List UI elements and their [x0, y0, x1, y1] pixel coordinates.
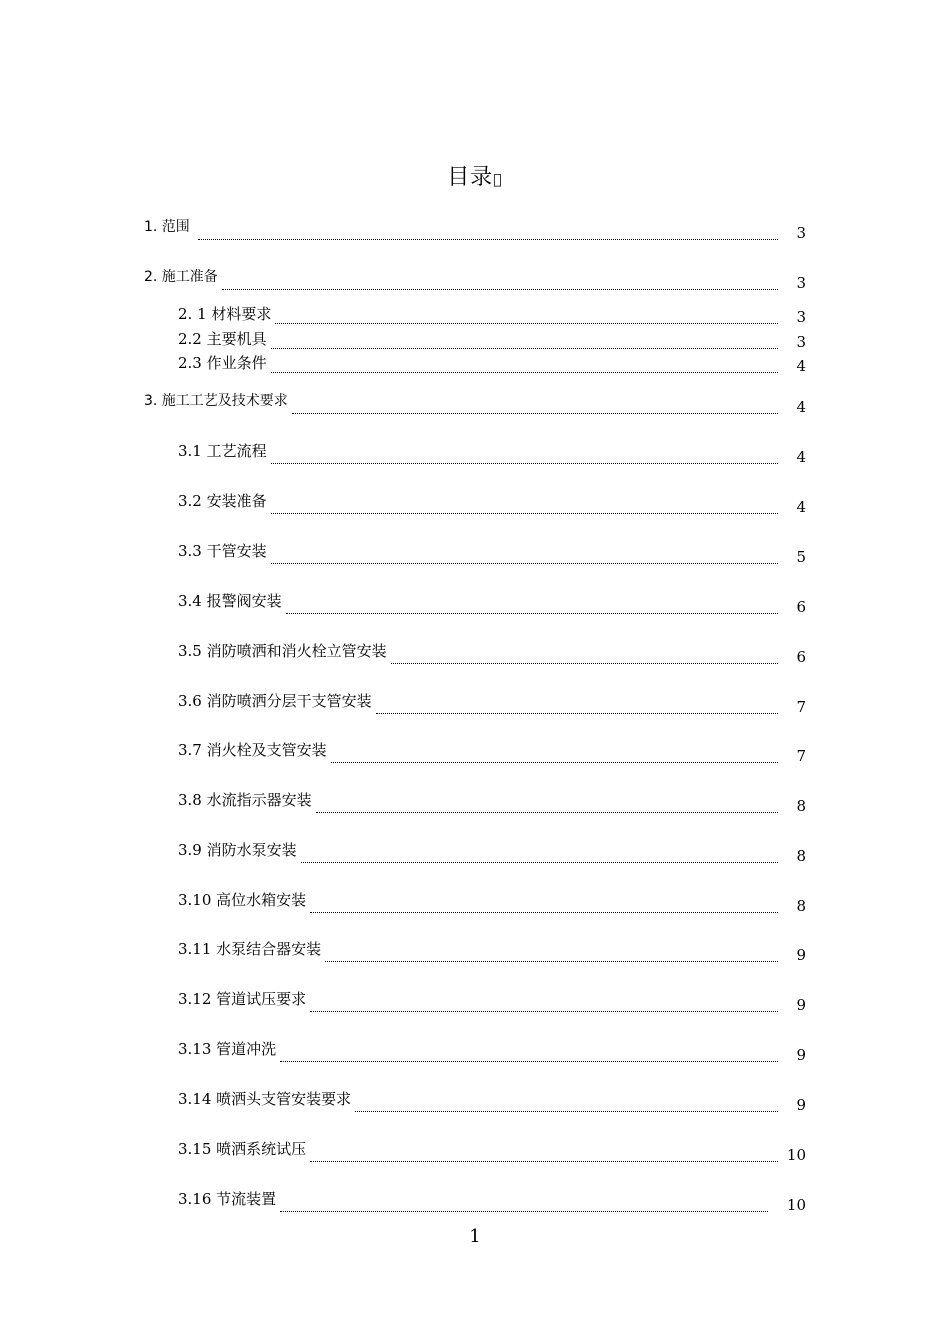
toc-entry-label: 2.3 作业条件: [178, 354, 267, 372]
toc-entry-page: 5: [796, 548, 806, 566]
toc-leader-dots: [310, 1010, 778, 1012]
toc-entry-label: 3.11 水泵结合器安装: [178, 940, 322, 958]
toc-entry[interactable]: [178, 327, 806, 351]
toc-leader-dots: [280, 1060, 778, 1062]
toc-leader-dots: [316, 811, 778, 813]
toc-entry-label: 3.6 消防喷洒分层干支管安装: [178, 692, 372, 710]
toc-entry-page: 8: [796, 897, 806, 915]
toc-entry[interactable]: [178, 436, 806, 466]
toc-entry-label: 1. 范围: [144, 219, 190, 235]
toc-leader-dots: [292, 412, 778, 414]
toc-entry[interactable]: [178, 586, 806, 616]
toc-leader-dots: [271, 512, 778, 514]
toc-entry-page: 3: [796, 274, 806, 292]
toc-entry-label: 3.12 管道试压要求: [178, 990, 307, 1008]
toc-entry-label: 2. 1 材料要求: [178, 305, 272, 323]
toc-entry[interactable]: [178, 351, 806, 375]
toc-entry-label: 3.15 喷洒系统试压: [178, 1140, 307, 1158]
toc-entry-page: 9: [796, 946, 806, 964]
toc-entry-page: 8: [796, 797, 806, 815]
toc-entry-label: 3.1 工艺流程: [178, 442, 267, 460]
toc-entry[interactable]: [178, 984, 806, 1014]
toc-entry[interactable]: [178, 1134, 806, 1164]
toc-entry[interactable]: [178, 735, 806, 765]
toc-entry[interactable]: [178, 536, 806, 566]
toc-entry-label: 3.2 安装准备: [178, 492, 267, 510]
toc-entry[interactable]: [178, 885, 806, 915]
toc-entry[interactable]: [178, 785, 806, 815]
toc-entry-page: 9: [796, 1046, 806, 1064]
toc-entry[interactable]: [178, 835, 806, 865]
toc-leader-dots: [280, 1210, 768, 1212]
toc-title-text: 目录: [447, 165, 494, 190]
toc-entry-label: 2. 施工准备: [144, 269, 218, 285]
toc-leader-dots: [286, 612, 778, 614]
toc-leader-dots: [301, 861, 778, 863]
toc-entry[interactable]: [178, 1034, 806, 1064]
toc-entry-page: 9: [796, 1096, 806, 1114]
toc-entry[interactable]: [178, 302, 806, 326]
toc-entry-label: 3.16 节流装置: [178, 1190, 277, 1208]
toc-entry-label: 2.2 主要机具: [178, 330, 267, 348]
toc-entry-label: 3.13 管道冲洗: [178, 1040, 277, 1058]
toc-entry-page: 6: [796, 598, 806, 616]
page-number: 1: [469, 1226, 481, 1247]
toc-entry-label: 3.3 干管安装: [178, 542, 267, 560]
toc-entry[interactable]: [144, 386, 806, 416]
toc-entry[interactable]: [178, 1184, 806, 1214]
toc-entry-page: 6: [796, 648, 806, 666]
toc-leader-dots: [331, 761, 778, 763]
toc-entry-label: 3.5 消防喷洒和消火栓立管安装: [178, 642, 387, 660]
toc-entry-page: 4: [796, 498, 806, 516]
toc-entry[interactable]: [144, 262, 806, 292]
toc-entry-page: 4: [796, 357, 806, 375]
toc-leader-dots: [325, 960, 778, 962]
toc-leader-dots: [275, 322, 778, 324]
toc-entry-page: 7: [796, 698, 806, 716]
toc-entry-page: 7: [796, 747, 806, 765]
toc-entry-page: 8: [796, 847, 806, 865]
toc-leader-dots: [222, 288, 778, 290]
toc-entry[interactable]: [178, 1084, 806, 1114]
toc-entry-page: 10: [786, 1196, 806, 1214]
toc-entry[interactable]: [178, 686, 806, 716]
toc-entry-page: 10: [786, 1146, 806, 1164]
toc-entry-page: 3: [796, 333, 806, 351]
toc-entry-label: 3.7 消火栓及支管安装: [178, 741, 327, 759]
toc-leader-dots: [310, 911, 778, 913]
toc-entry-label: 3.8 水流指示器安装: [178, 791, 312, 809]
toc-entry-label: 3.9 消防水泵安装: [178, 841, 297, 859]
toc-entry-page: 4: [796, 448, 806, 466]
toc-leader-dots: [198, 238, 778, 240]
toc-entry[interactable]: [178, 486, 806, 516]
toc-entry[interactable]: [178, 934, 806, 964]
toc-leader-dots: [391, 662, 778, 664]
toc-leader-dots: [376, 712, 778, 714]
toc-leader-dots: [310, 1160, 778, 1162]
toc-entry-label: 3.10 高位水箱安装: [178, 891, 307, 909]
toc-leader-dots: [355, 1110, 778, 1112]
toc-leader-dots: [271, 371, 778, 373]
toc-entry-page: 4: [796, 398, 806, 416]
toc-entry-label: 3.4 报警阀安装: [178, 592, 282, 610]
toc-entry[interactable]: [178, 636, 806, 666]
toc-entry-label: 3. 施工工艺及技术要求: [144, 393, 288, 409]
toc-entry-page: 9: [796, 996, 806, 1014]
toc-leader-dots: [271, 347, 778, 349]
toc-entry-label: 3.14 喷洒头支管安装要求: [178, 1090, 352, 1108]
toc-title-mark: [493, 172, 502, 188]
toc-entry-page: 3: [796, 308, 806, 326]
toc-title: [0, 160, 950, 191]
toc-leader-dots: [271, 562, 778, 564]
toc-leader-dots: [271, 462, 778, 464]
toc-entry-page: 3: [796, 224, 806, 242]
toc-entry[interactable]: [144, 212, 806, 242]
